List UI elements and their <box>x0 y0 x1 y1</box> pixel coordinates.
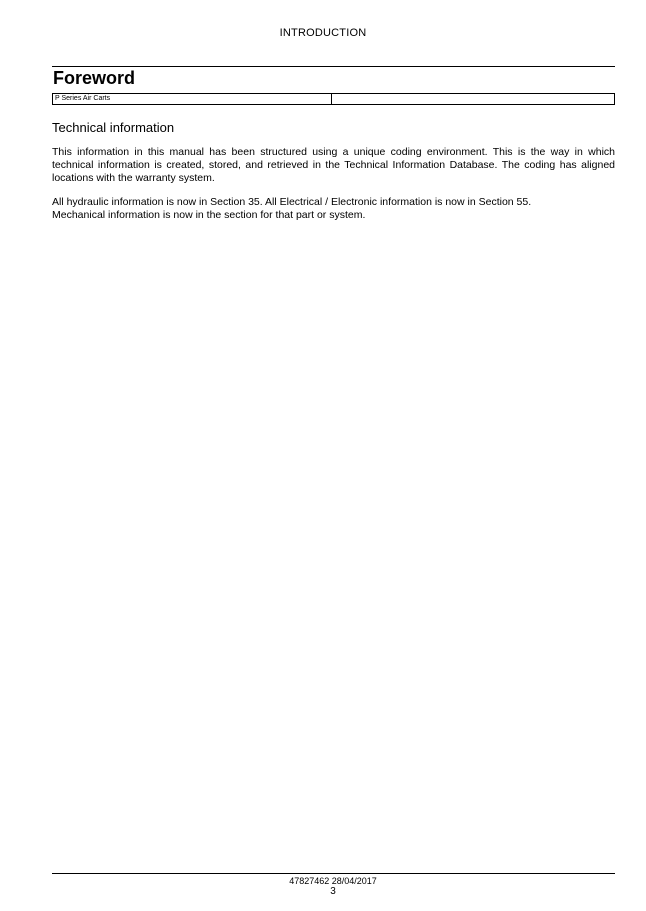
paragraph-sections-line1: All hydraulic information is now in Section 35. All Electrical / Electronic information is now in Section 55. <box>52 196 532 208</box>
section-heading: Technical information <box>52 120 175 135</box>
model-empty-cell <box>332 94 614 104</box>
header-rule <box>52 66 615 67</box>
paragraph-coding: This information in this manual has been structured using a unique coding environment. This is the way in which technical information is created, stored, and retrieved in the Technical Information Database. The coding has aligned locations with the warranty system. <box>52 146 615 184</box>
model-table <box>52 93 615 105</box>
footer-doc-code: 47827462 28/04/2017 <box>289 876 377 886</box>
page-header: INTRODUCTION <box>279 27 367 39</box>
model-label: P Series Air Carts <box>53 94 332 104</box>
paragraph-sections-line2: Mechanical information is now in the section for that part or system. <box>52 209 366 221</box>
page-title: Foreword <box>53 68 136 88</box>
paragraph-sections <box>52 196 615 222</box>
page-number: 3 <box>330 886 336 897</box>
footer-rule <box>52 873 615 874</box>
